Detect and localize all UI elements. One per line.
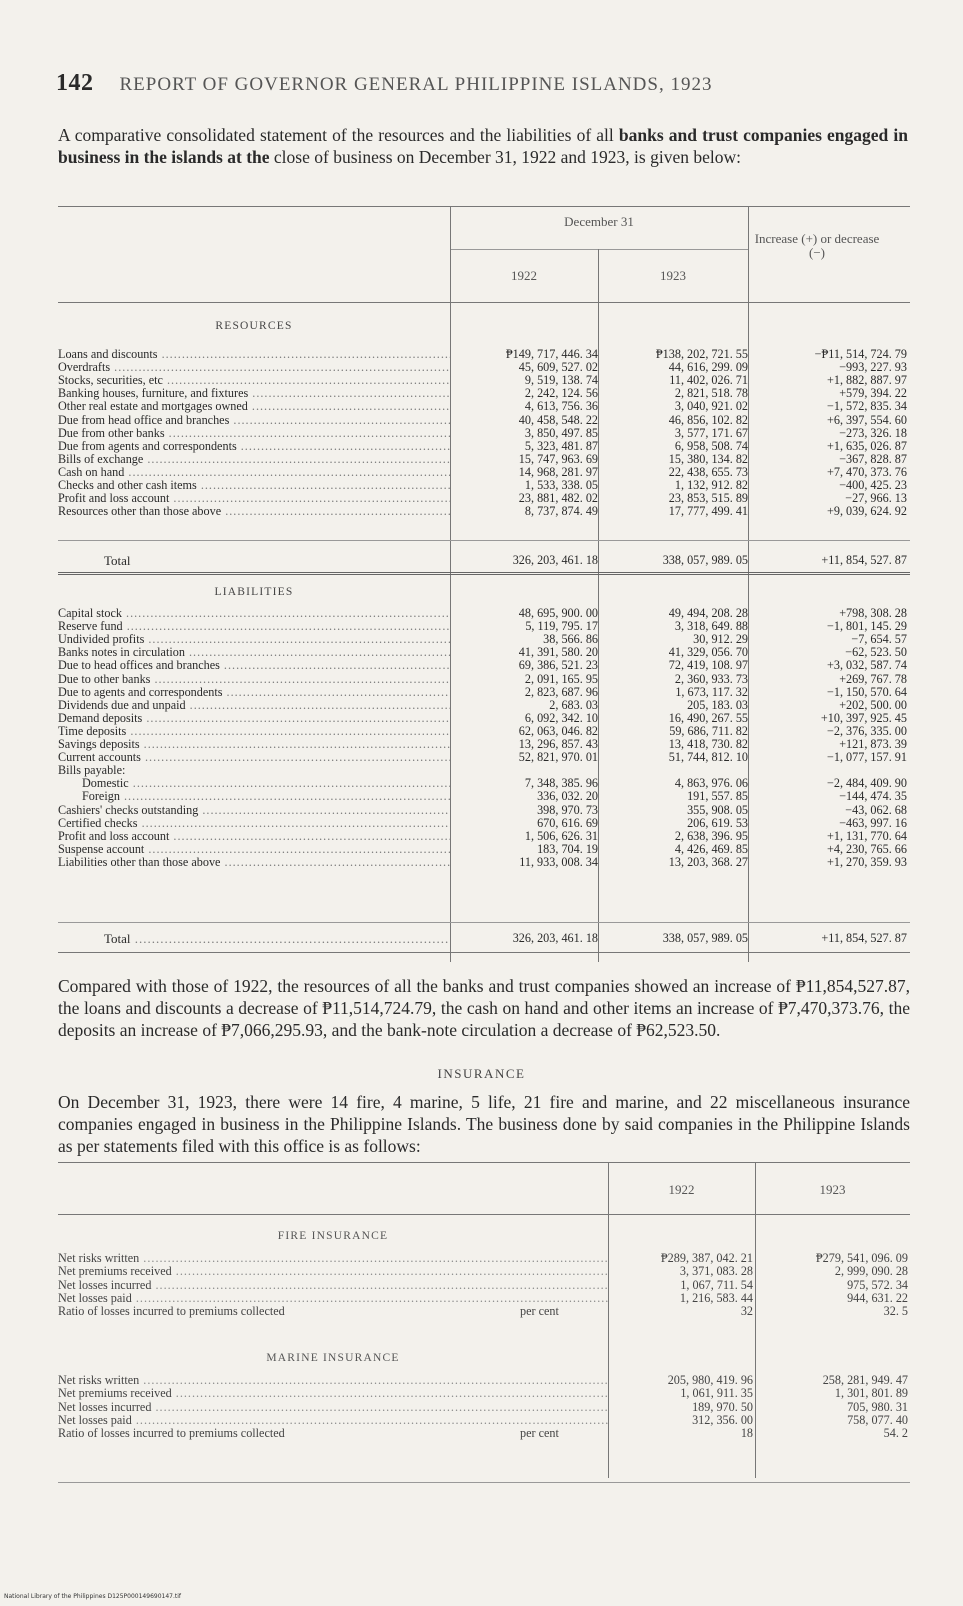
row-label: Due to head offices and branches ..... — [58, 659, 450, 672]
value-1922: 52, 821, 970. 01 — [518, 750, 598, 765]
value-1922: 3, 850, 497. 85 — [524, 425, 598, 440]
fire-ratio-row — [58, 1305, 910, 1318]
value-1923: 11, 402, 026. 71 — [669, 373, 748, 388]
row-label: Net losses paid ..... — [58, 1414, 608, 1427]
value-1922: 8, 737, 874. 49 — [524, 504, 598, 519]
value-1923: 46, 856, 102. 82 — [668, 412, 748, 427]
value-1923: 338, 057, 989. 05 — [662, 931, 748, 945]
value-1923: 338, 057, 989. 05 — [662, 553, 748, 567]
value-change: +11, 854, 527. 87 — [821, 931, 907, 945]
row-label: Due from other banks ..... — [58, 427, 450, 440]
value-1923: 758, 077. 40 — [847, 1412, 908, 1427]
resource-row — [58, 505, 910, 518]
row-label: Due from head office and branches ..... — [58, 414, 450, 427]
value-1923: 16, 490, 267. 55 — [668, 710, 748, 725]
value-1922: 23, 881, 482. 02 — [518, 491, 598, 506]
value-change: +11, 854, 527. 87 — [821, 553, 907, 567]
value-1922: 1, 506, 626. 31 — [524, 828, 598, 843]
value-1923: 72, 419, 108. 97 — [668, 658, 748, 673]
row-label: Undivided profits ..... — [58, 633, 450, 646]
value-change: −₱11, 514, 724. 79 — [814, 347, 907, 361]
value-1922: 2, 823, 687. 96 — [524, 684, 598, 699]
value-1923: 6, 958, 508. 74 — [674, 438, 748, 453]
row-label: Total — [104, 554, 131, 567]
value-1922: 5, 119, 795. 17 — [525, 619, 598, 634]
value-change: +9, 039, 624. 92 — [827, 504, 907, 519]
value-1923: 1, 301, 801. 89 — [834, 1386, 908, 1401]
row-label: Profit and loss account ..... — [58, 492, 450, 505]
liability-row — [58, 725, 910, 738]
liabilities-total-row — [58, 932, 910, 945]
value-change: +1, 270, 359. 93 — [827, 854, 907, 869]
liabilities-section-title: LIABILITIES — [214, 586, 294, 598]
value-1922: 15, 747, 963. 69 — [518, 451, 598, 466]
row-label: Cash on hand ..... — [58, 466, 450, 479]
value-1922: ₱149, 717, 446. 34 — [505, 347, 598, 361]
insurance-table — [58, 1162, 910, 1489]
value-1923: 3, 318, 649. 88 — [674, 619, 748, 634]
resource-row — [58, 492, 910, 505]
value-change: −993, 227. 93 — [839, 360, 907, 375]
value-1922: 5, 323, 481. 87 — [524, 438, 598, 453]
liability-row — [58, 620, 910, 633]
value-1922: 32 — [740, 1304, 753, 1319]
fire-insurance-row — [58, 1252, 910, 1265]
value-1922: 69, 386, 521. 23 — [518, 658, 598, 673]
resource-row — [58, 400, 910, 413]
liability-row — [58, 830, 910, 843]
value-1923: 1, 132, 912. 82 — [674, 478, 748, 492]
row-label: Foreign ..... — [58, 790, 450, 803]
liability-row — [58, 804, 910, 817]
value-1923: 59, 686, 711. 82 — [669, 723, 748, 738]
row-label: Net losses paid ..... — [58, 1292, 608, 1305]
marine-insurance-row — [58, 1414, 910, 1427]
value-1922: 670, 616. 69 — [537, 815, 598, 830]
value-change: +269, 767. 78 — [839, 671, 907, 686]
row-label: Stocks, securities, etc ..... — [58, 374, 450, 387]
marine-ratio-row — [58, 1427, 910, 1440]
intro-text-bold: banks and trust companies engaged in business in the islands at the — [58, 125, 908, 167]
row-label: Dividends due and unpaid ..... — [58, 699, 450, 712]
value-1922: 398, 970. 73 — [537, 802, 598, 817]
header-1923: 1923 — [660, 268, 686, 283]
row-label: Time deposits ..... — [58, 725, 450, 738]
value-change: −144, 474. 35 — [839, 789, 907, 804]
row-label: Checks and other cash items ..... — [58, 479, 450, 492]
value-1922: 14, 968, 281. 97 — [518, 464, 598, 479]
liability-row — [58, 699, 910, 712]
value-change: +121, 873. 39 — [839, 737, 907, 751]
value-1922: 1, 061, 911. 35 — [680, 1386, 753, 1401]
row-label: Net losses incurred ..... — [58, 1279, 608, 1292]
row-label: Reserve fund ..... — [58, 620, 450, 633]
row-label: Total ..... — [58, 932, 450, 945]
value-change: −400, 425. 23 — [839, 478, 907, 492]
value-1922: 3, 371, 083. 28 — [679, 1264, 753, 1279]
marine-insurance-row — [58, 1401, 910, 1414]
row-label: Certified checks ..... — [58, 817, 450, 830]
fire-insurance-row — [58, 1279, 910, 1292]
resource-row — [58, 427, 910, 440]
value-change: +4, 230, 765. 66 — [827, 841, 907, 856]
value-change: +1, 635, 026. 87 — [827, 438, 907, 453]
liability-row — [58, 856, 910, 869]
liability-row — [58, 712, 910, 725]
value-1923: 2, 999, 090. 28 — [834, 1264, 908, 1279]
value-change: −2, 484, 409. 90 — [827, 776, 907, 791]
row-label: Savings deposits ..... — [58, 738, 450, 751]
value-1923: 22, 438, 655. 73 — [668, 464, 748, 479]
ins-header-1923: 1923 — [819, 1182, 846, 1197]
value-change: −1, 801, 145. 29 — [827, 619, 907, 634]
header-increase-decrease: Increase (+) or decrease (−) — [754, 231, 880, 260]
row-label: Domestic ..... — [58, 777, 450, 790]
liability-row — [58, 686, 910, 699]
fire-insurance-row — [58, 1265, 910, 1278]
value-change: +202, 500. 00 — [839, 697, 907, 712]
value-1923: 355, 908. 05 — [687, 802, 748, 817]
row-label: Due to agents and correspondents ..... — [58, 686, 450, 699]
row-label: Other real estate and mortgages owned ..... — [58, 400, 450, 413]
marine-insurance-row — [58, 1387, 910, 1400]
value-1922: 45, 609, 527. 02 — [518, 360, 598, 375]
value-1923: 975, 572. 34 — [847, 1277, 908, 1292]
value-change: +1, 131, 770. 64 — [827, 828, 907, 843]
value-1923: ₱138, 202, 721. 55 — [655, 347, 748, 361]
value-1923: 705, 980. 31 — [847, 1399, 908, 1414]
value-1923: 44, 616, 299. 09 — [668, 360, 748, 375]
value-1923: 2, 360, 933. 73 — [674, 671, 748, 686]
value-1922: 6, 092, 342. 10 — [524, 710, 598, 725]
liability-row — [58, 843, 910, 856]
resources-section-title: RESOURCES — [215, 320, 293, 332]
liability-row — [58, 659, 910, 672]
value-1922: 1, 216, 583. 44 — [679, 1290, 753, 1305]
liability-row — [58, 751, 910, 764]
fire-insurance-title: FIRE INSURANCE — [277, 1230, 389, 1242]
row-label: Loans and discounts ..... — [58, 348, 450, 361]
value-change: +798, 308. 28 — [839, 606, 907, 620]
value-1923: ₱279, 541, 096. 09 — [815, 1251, 908, 1265]
value-change: −367, 828. 87 — [839, 451, 907, 466]
value-1922: 189, 970. 50 — [692, 1399, 753, 1414]
value-1922: 41, 391, 580. 20 — [518, 645, 598, 660]
intro-text-1: A comparative consolidated statement of the resources and the liabilities of all — [58, 125, 619, 145]
row-label: Demand deposits ..... — [58, 712, 450, 725]
value-1922: 326, 203, 461. 18 — [512, 931, 598, 945]
value-1923: 2, 638, 396. 95 — [674, 828, 748, 843]
value-change: −7, 654. 57 — [851, 632, 907, 647]
row-label: Overdrafts ..... — [58, 361, 450, 374]
row-label: Net losses incurred ..... — [58, 1401, 608, 1414]
value-1922: 11, 933, 008. 34 — [519, 854, 598, 869]
row-label: Profit and loss account ..... — [58, 830, 450, 843]
comparison-paragraph: Compared with those of 1922, the resources of all the banks and trust companies showed an increase of ₱11,854,527.87, the loans and discounts a decrease of ₱11,514,724.79, the cash on hand and other items an increase of ₱7,470,373.76, the deposits an increase of ₱7,066,295.93, and the bank-note circulation a decrease of ₱62,523.50. — [58, 976, 910, 1040]
page-header — [56, 70, 712, 97]
value-1923: 191, 557. 85 — [687, 789, 748, 804]
value-1922: 4, 613, 756. 36 — [524, 399, 598, 414]
ins-header-1922: 1922 — [668, 1182, 695, 1197]
value-change: +6, 397, 554. 60 — [827, 412, 907, 427]
liability-row — [58, 738, 910, 751]
value-change: −273, 326. 18 — [839, 425, 907, 440]
insurance-heading: INSURANCE — [437, 1066, 526, 1081]
value-1922: 7, 348, 385. 96 — [524, 776, 598, 791]
header-1922: 1922 — [511, 268, 537, 283]
liability-row — [58, 817, 910, 830]
liability-row — [58, 646, 910, 659]
value-change: −463, 997. 16 — [839, 815, 907, 830]
row-label: Net premiums received ..... — [58, 1265, 608, 1278]
value-1922: 48, 695, 900. 00 — [518, 606, 598, 620]
row-label: Net risks written ..... — [58, 1252, 608, 1265]
resource-row — [58, 440, 910, 453]
scan-footer: National Library of the Philippines D125P000149690147.tif — [4, 1593, 182, 1600]
value-1923: 30, 912. 29 — [693, 632, 748, 647]
resource-row — [58, 387, 910, 400]
resource-row — [58, 361, 910, 374]
value-1922: 1, 533, 338. 05 — [524, 478, 598, 492]
value-1922: 336, 032. 20 — [537, 789, 598, 804]
value-1923: 51, 744, 812. 10 — [668, 750, 748, 765]
resource-row — [58, 348, 910, 361]
value-1922: 183, 704. 19 — [537, 841, 598, 856]
value-1923: 49, 494, 208. 28 — [668, 606, 748, 620]
row-label: Capital stock ..... — [58, 607, 450, 620]
value-change: −2, 376, 335. 00 — [827, 723, 907, 738]
value-change: −27, 966. 13 — [845, 491, 907, 506]
resources-total-row — [58, 554, 910, 567]
liability-row — [58, 607, 910, 620]
value-1922: 9, 519, 138. 74 — [524, 373, 598, 388]
value-1923: 23, 853, 515. 89 — [668, 491, 748, 506]
value-1922: 2, 091, 165. 95 — [524, 671, 598, 686]
liability-row — [58, 633, 910, 646]
value-change: −1, 150, 570. 64 — [827, 684, 907, 699]
value-change: +1, 882, 887. 97 — [827, 373, 907, 388]
row-label: Net premiums received ..... — [58, 1387, 608, 1400]
value-1923: 2, 821, 518. 78 — [674, 386, 748, 401]
value-1923: 3, 040, 921. 02 — [674, 399, 748, 414]
per-cent-suffix: per cent — [520, 1304, 559, 1319]
bills-payable-row — [58, 777, 910, 790]
value-1923: 205, 183. 03 — [687, 697, 748, 712]
value-1923: 3, 577, 171. 67 — [674, 425, 748, 440]
value-1922: 40, 458, 548. 22 — [518, 412, 598, 427]
value-1923: 41, 329, 056. 70 — [668, 645, 748, 660]
header-december-31: December 31 — [564, 214, 634, 229]
insurance-paragraph: On December 31, 1923, there were 14 fire, 4 marine, 5 life, 21 fire and marine, and 22 miscellaneous insurance companies engaged in business in the Philippine Islands. The business done by said companies in the Philippine Islands as per statements filed with this office is as follows: — [58, 1092, 910, 1156]
value-1923: 944, 631. 22 — [847, 1290, 908, 1305]
value-change: −43, 062. 68 — [845, 802, 907, 817]
value-1922: 13, 296, 857. 43 — [518, 737, 598, 751]
value-change: +579, 394. 22 — [839, 386, 907, 401]
row-label: Liabilities other than those above ..... — [58, 856, 450, 869]
value-1922: 326, 203, 461. 18 — [512, 553, 598, 567]
marine-insurance-title: MARINE INSURANCE — [266, 1352, 400, 1364]
value-1923: 13, 418, 730. 82 — [668, 737, 748, 751]
value-1923: 32. 5 — [883, 1304, 908, 1319]
row-label: Net risks written ..... — [58, 1374, 608, 1387]
value-change: −1, 077, 157. 91 — [827, 750, 907, 765]
resource-row — [58, 466, 910, 479]
intro-paragraph — [58, 124, 908, 168]
value-change: −62, 523. 50 — [845, 645, 907, 660]
value-1923: 1, 673, 117. 32 — [675, 684, 748, 699]
value-change: +7, 470, 373. 76 — [827, 464, 907, 479]
value-1923: 4, 426, 469. 85 — [674, 841, 748, 856]
value-1922: 205, 980, 419. 96 — [667, 1373, 753, 1387]
bills-payable-row — [58, 790, 910, 803]
row-label: Cashiers' checks outstanding ..... — [58, 804, 450, 817]
bills-payable-label — [58, 764, 910, 777]
value-change: +10, 397, 925. 45 — [820, 710, 907, 725]
value-1923: 15, 380, 134. 82 — [668, 451, 748, 466]
row-label: Ratio of losses incurred to premiums collected — [58, 1427, 285, 1441]
value-1922: 62, 063, 046. 82 — [518, 723, 598, 738]
value-change: −1, 572, 835. 34 — [827, 399, 907, 414]
value-1923: 13, 203, 368. 27 — [668, 854, 748, 869]
row-label: Current accounts ..... — [58, 751, 450, 764]
page-number: 142 — [56, 70, 94, 96]
resource-row — [58, 374, 910, 387]
value-1923: 4, 863, 976. 06 — [674, 776, 748, 791]
row-label: Banking houses, furniture, and fixtures ..... — [58, 387, 450, 400]
row-label: Bills of exchange ..... — [58, 453, 450, 466]
value-1922: ₱289, 387, 042. 21 — [660, 1251, 753, 1265]
row-label: Due to other banks ..... — [58, 673, 450, 686]
row-label: Resources other than those above ..... — [58, 505, 450, 518]
fire-insurance-row — [58, 1292, 910, 1305]
resource-row — [58, 453, 910, 466]
resource-row — [58, 479, 910, 492]
marine-insurance-row — [58, 1374, 910, 1387]
row-label: Banks notes in circulation ..... — [58, 646, 450, 659]
value-1922: 2, 242, 124. 56 — [524, 386, 598, 401]
row-label: Ratio of losses incurred to premiums collected — [58, 1305, 285, 1319]
value-1922: 2, 683. 03 — [549, 697, 598, 712]
bank-statement-table — [58, 206, 910, 962]
running-title: REPORT OF GOVERNOR GENERAL PHILIPPINE ISLANDS, 1923 — [119, 74, 713, 95]
value-1923: 17, 777, 499. 41 — [668, 504, 748, 519]
value-1922: 312, 356. 00 — [692, 1412, 753, 1427]
row-label: Bills payable: — [58, 764, 126, 778]
row-label: Due from agents and correspondents ..... — [58, 440, 450, 453]
liability-row — [58, 673, 910, 686]
value-1922: 1, 067, 711. 54 — [680, 1277, 753, 1292]
value-1923: 258, 281, 949. 47 — [822, 1373, 908, 1387]
value-1922: 38, 566. 86 — [543, 632, 598, 647]
value-1923: 54. 2 — [883, 1426, 908, 1441]
value-1922: 18 — [740, 1426, 753, 1441]
resource-row — [58, 414, 910, 427]
per-cent-suffix: per cent — [520, 1426, 559, 1441]
row-label: Suspense account ..... — [58, 843, 450, 856]
value-1923: 206, 619. 53 — [687, 815, 748, 830]
value-change: +3, 032, 587. 74 — [827, 658, 907, 673]
intro-text-2: close of business on December 31, 1922 and 1923, is given below: — [269, 147, 741, 167]
